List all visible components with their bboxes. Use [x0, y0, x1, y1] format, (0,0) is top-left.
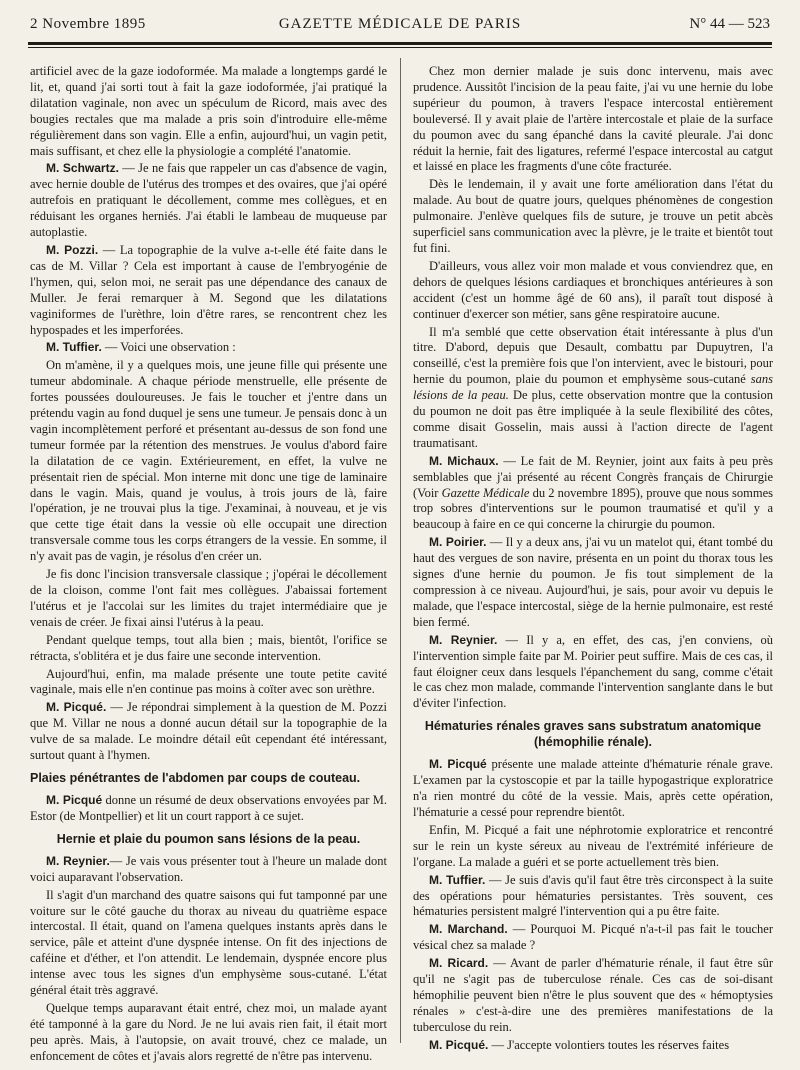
section-heading: Hernie et plaie du poumon sans lésions de la peau. — [56, 831, 361, 846]
paragraph — [413, 454, 773, 534]
paragraph — [413, 633, 773, 713]
paragraph — [413, 823, 773, 871]
paragraph-text: — Je répondrai simplement à la question de M. Pozzi que M. Villar ne nous a donné aucun détail sur la topographie de la vulve de sa malade. Le moindre détail eût cependant été intéressant, surtout quant à l'hymen. — [30, 700, 388, 763]
section-heading: Hématuries rénales graves sans substratum anatomique (hémophilie rénale). — [424, 719, 762, 750]
paragraph — [30, 633, 387, 665]
speaker-name: M. Reynier. — [46, 853, 110, 868]
paragraph-text: Chez mon dernier malade je suis donc intervenu, mais avec prudence. Aussitôt l'incision de la peau faite, j'ai vu une hernie du lobe supérieur du poumon, à travers l'espace intercostal entièrement bouleversé. Il y avait plaie de l'artère intercostale et plaie de la surface du poumon avec du sang épanché dans la cavité pleurale. J'ai donc réduit la hernie, fait des ligatures, refermé l'espace intercostal au catgut et laissé en place les fragments d'une côte fracturée. — [413, 64, 773, 174]
paragraph — [30, 567, 387, 631]
paragraph — [413, 259, 773, 323]
paragraph-text: — Avant de parler d'hématurie rénale, il faut être sûr qu'il ne s'agit pas de tuberculose rénale. Ces cas de soi-disant hémophilie peuvent bien n'être le plus souvent que des « hémoptysies rénales » c'est-à-dire une des premières manifestations de la tuberculose du rein. — [413, 956, 773, 1034]
paragraph-text: Pendant quelque temps, tout alla bien ; mais, bientôt, l'orifice se rétracta, s'oblitéra et je dus faire une seconde intervention. — [30, 632, 387, 663]
paragraph-text: — Je vais vous présenter tout à l'heure un malade dont voici auparavant l'observation. — [30, 853, 387, 884]
issue-number: N° 44 — 523 — [689, 16, 770, 32]
paragraph-text: Il s'agit d'un marchand des quatre saisons qui fut tamponné par une voiture sur le côté gauche du thorax au niveau du quatrième espace intercostal. Il était, quand on l'amena quelques instants après dans le service, pâle et atteint d'une dyspnée intense. On fit des injections de caféine et d'éther, et l'on attendit. Le lendemain, dyspnée encore plus intense avec tous les signes d'un emphysème sous-cutané. L'état général était très aggravé. — [30, 887, 387, 998]
speaker-name: M. Schwartz. — [46, 161, 119, 176]
speaker-name: M. Picqué. — [46, 700, 107, 715]
paragraph — [30, 700, 387, 764]
paragraph — [413, 757, 773, 821]
paragraph — [413, 325, 773, 452]
italic-text: Gazette Médicale — [441, 485, 530, 500]
paragraph-text: du 2 novembre 1895), prouve que nous sommes trop sobres d'interventions sur le poumon traumatisé et qu'il y a beaucoup à faire en ce qui concerne la chirurgie du poumon. — [413, 485, 774, 532]
paragraph-text: Aujourd'hui, enfin, ma malade présente une toute petite cavité vaginale, mais elle n'en continue pas moins à coïter avec son urèthre. — [30, 666, 387, 697]
paragraph-text: On m'amène, il y a quelques mois, une jeune fille qui présente une tumeur abdominale. A chaque période menstruelle, elle présente de fortes poussées douloureuses. Je fais le toucher et j'entre dans un prétendu vagin au fond duquel je sens une tumeur. Je pensais donc à un vagin incomplètement perforé et présentant au-dessus de son fond une tumeur formée par la rétention des menstrues. Je voulus d'abord faire la dilatation de ce vagin. Extérieurement, en effet, la vulve ne présentait rien de spécial. Mon interne mit donc une tige de laminaire dans le vagin. Mais, quand je voulus, à trois jours de là, faire l'opération, je ne trouvai plus la tige. J'examinai, à nouveau, et je vis que cette tige était dans la vessie où elle occupait une direction transversale comme tous les corps étrangers de la vessie. En somme, il n'y avait pas de vagin, je résolus d'en créer un. — [30, 358, 387, 564]
speaker-name: M. Ricard. — [429, 956, 489, 971]
paragraph — [30, 888, 387, 999]
paragraph — [413, 177, 773, 257]
right-column — [413, 64, 773, 1056]
paragraph — [413, 956, 773, 1036]
paragraph-text: — Il y a, en effet, des cas, j'en conviens, où l'intervention simple faite par M. Poirier peut suffire. Mais de ces cas, il faut éloigner ceux dans lesquels l'épanchement du sang, comme c'était le cas chez mon malade, commande l'intervention sanglante dans le but d'éviter l'infection. — [413, 632, 774, 711]
paragraph — [413, 873, 773, 921]
paragraph — [30, 358, 387, 565]
paragraph-text: De plus, cette observation montre que la contusion du poumon ne doit pas être impliquée à la seule flexibilité des côtes, comme disait Gosselin, mais aussi à l'action directe de l'agent traumatisant. — [413, 388, 774, 450]
paragraph-text: — Pourquoi M. Picqué n'a-t-il pas fait le toucher vésical chez sa malade ? — [413, 922, 773, 953]
speaker-name: M. Michaux. — [429, 453, 499, 468]
paragraph-text: artificiel avec de la gaze iodoformée. Ma malade a longtemps gardé le lit, et, quand j'ai sorti tout à fait la gaze iodoformée, j'ai pratiqué la dilatation vaginale, non avec un spéculum de Ricord, mais avec des bougies rectales que ma malade a pris soin d'introduire elle-même régulièrement dans son vagin. Elle a enfin, aujourd'hui, un vagin petit, mais suffisant, et chez elle la physiologie a complété l'anatomie. — [30, 64, 387, 158]
paragraph — [30, 340, 387, 356]
paragraph-text: Je fis donc l'incision transversale classique ; j'opérai le décollement de la cloison, comme l'ont fait mes collègues. J'abaissai fortement l'utérus et je l'accolai sur les limites du trajet intermédiaire que je venais de créer. Je fixai ainsi l'utérus à la peau. — [30, 567, 387, 629]
speaker-name: M. Poirier. — [429, 535, 487, 550]
paragraph-text: Dès le lendemain, il y avait une forte amélioration dans l'état du malade. Au bout de quatre jours, quelques phénomènes de congestion pulmonaire. J'enlève quelques fils de suture, je trouve un petit abcès superficiel sans communication avec la plèvre, je le traite et bientôt tout fut fini. — [413, 177, 773, 255]
paragraph-text: présente une malade atteinte d'hématurie rénale grave. L'examen par la cystoscopie et par la taille hypogastrique exploratrice n'a rien montré du côté de la vessie. Mais, après cette opération, l'hématurie a cessé pour reprendre bientôt. — [413, 757, 773, 819]
speaker-name: M. Picqué — [46, 792, 103, 807]
paragraph — [30, 1001, 387, 1065]
column-divider — [400, 58, 401, 1043]
speaker-name: M. Tuffier. — [429, 872, 486, 887]
speaker-name: M. Pozzi. — [46, 242, 99, 257]
paragraph-text: Quelque temps auparavant était entré, chez moi, un malade ayant été tamponné à la gare du Nord. Je ne lui avais rien fait, il était mort peu après. Mais, à l'autopsie, on avait trouvé, chez ce malade, un enfoncement de côtes et j'avais alors regretté de n'être pas intervenu. — [30, 1000, 387, 1063]
paragraph — [30, 243, 387, 338]
journal-title: GAZETTE MÉDICALE DE PARIS — [278, 16, 522, 32]
speaker-name: M. Tuffier. — [46, 340, 102, 355]
paragraph — [413, 1038, 773, 1054]
paragraph-text: — La topographie de la vulve a-t-elle été faite dans le cas de M. Villar ? Cela est important à cause de l'embryogénie de l'hymen, qui, selon moi, ne serait pas une dépendance des canaux de Muller. Je ferai remarquer à M. Segond que les dilatations vaginiformes de l'urèthre, loin d'être rares, se rencontrent chez les hypospades et les imperforées. — [30, 242, 387, 337]
section-heading: Plaies pénétrantes de l'abdomen par coups de couteau. — [30, 770, 361, 785]
paragraph — [30, 793, 387, 825]
paragraph — [413, 922, 773, 954]
header-rule-thick — [28, 42, 772, 45]
paragraph-text: — Je suis d'avis qu'il faut être très circonspect à la suite des opérations pour hématuries persistantes. Très souvent, ces hématuries persistent malgré l'intervention qui a pu être faite. — [413, 872, 773, 919]
speaker-name: M. Picqué. — [429, 1037, 489, 1052]
paragraph-text: Enfin, M. Picqué a fait une néphrotomie exploratrice et rencontré sur le rein un kyste séreux au niveau de l'extrémité inférieure de l'organe. La malade a guéri et se porte actuellement très bien. — [413, 822, 773, 869]
page-header — [30, 14, 770, 38]
header-rule-thin — [28, 47, 772, 48]
paragraph-text: — Voici une observation : — [101, 340, 236, 355]
paragraph-text: — Je ne fais que rappeler un cas d'absence de vagin, avec hernie double de l'utérus des trompes et des ovaires, que j'ai opéré autrefois en pratiquant le décollement, comme mes collègues, et en réduisant les organes herniés. J'ai établi le lambeau de muqueuse par autoplastie. — [30, 161, 387, 240]
paragraph — [30, 64, 387, 159]
left-column — [30, 64, 387, 1067]
paragraph-text: — Le fait de M. Reynier, joint aux faits à peu près semblables que j'ai présenté au récent Congrès français de Chirurgie (Voir — [413, 453, 774, 500]
italic-text: sans lésions de la peau. — [413, 372, 773, 403]
paragraph-text: — Il y a deux ans, j'ai vu un matelot qui, étant tombé du haut des vergues de son navire, présenta en un point du thorax tous les signes d'une hernie du poumon. Je fis tout simplement de la compression à ce niveau. Aujourd'hui, je sais, pour avoir vu depuis le malade, que l'espace intercostal, siège de la hernie pulmonaire, est resté bien fermé. — [413, 535, 774, 629]
paragraph-text: D'ailleurs, vous allez voir mon malade et vous conviendrez que, en dehors de quelques lésions cardiaques et bronchiques antérieures à son accident (c'est un homme âgé de 60 ans), il paraît tout disposé à continuer d'exercer son métier, sans gêne respiratoire aucune. — [413, 258, 773, 321]
paragraph-text: donne un résumé de deux observations envoyées par M. Estor (de Montpellier) et lit un court rapport à ce sujet. — [30, 792, 387, 823]
paragraph — [30, 161, 387, 241]
paragraph — [413, 535, 773, 630]
speaker-name: M. Marchand. — [429, 922, 508, 937]
paragraph — [413, 64, 773, 175]
paragraph — [30, 854, 387, 886]
paragraph — [30, 667, 387, 699]
paragraph-text: — J'accepte volontiers toutes les réserves faites — [488, 1037, 730, 1052]
paragraph-text: Il m'a semblé que cette observation était intéressante à plus d'un titre. D'abord, depuis que Desault, combattu par Dupuytren, l'a conseillé, c'est la première fois que l'on intervient, avec le bistouri, pour hernie du poumon, plaie du poumon et emphysème sous-cutané — [413, 324, 773, 387]
issue-date: 2 Novembre 1895 — [30, 16, 146, 32]
speaker-name: M. Picqué — [429, 757, 487, 772]
speaker-name: M. Reynier. — [429, 632, 498, 647]
